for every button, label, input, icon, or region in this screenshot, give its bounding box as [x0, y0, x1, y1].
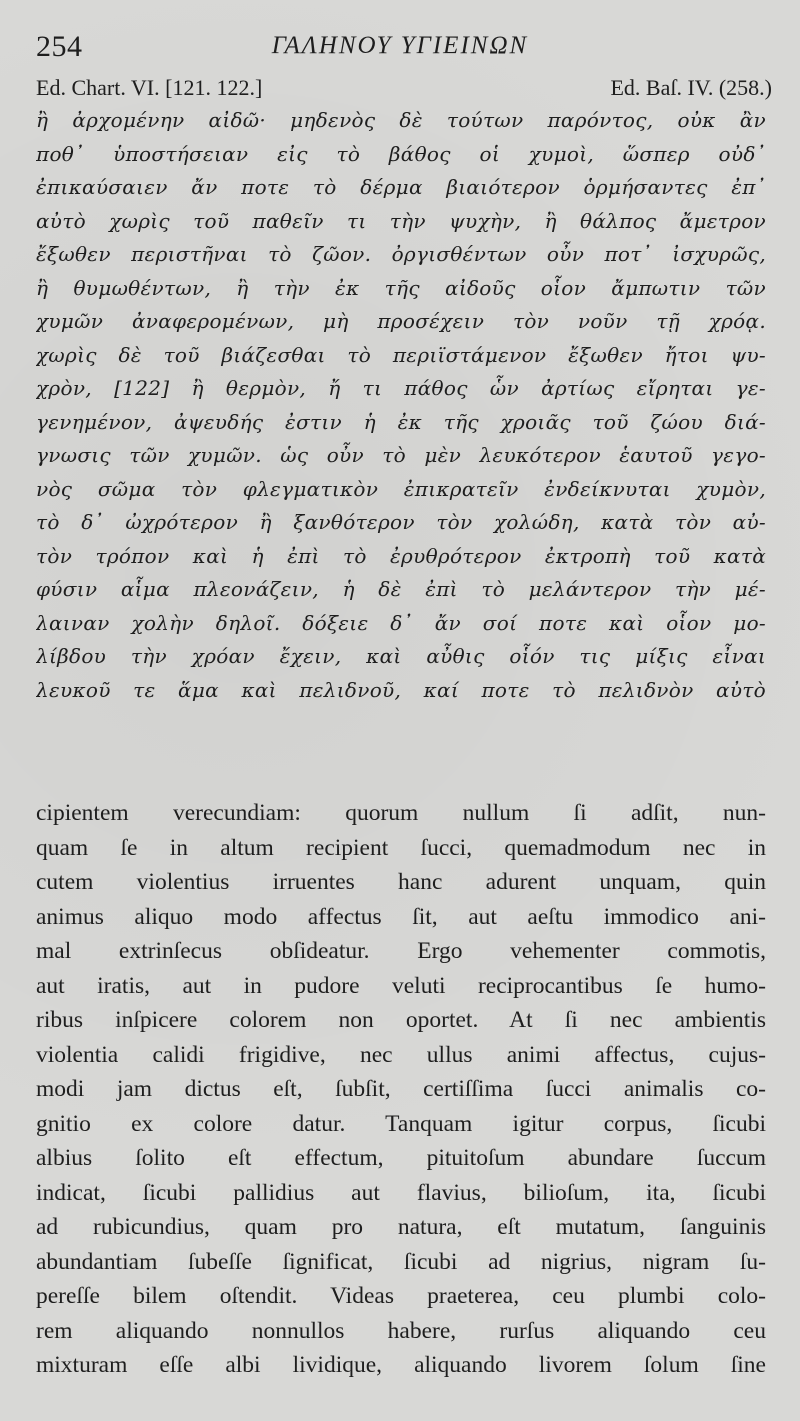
running-head	[36, 28, 764, 68]
latin-text-line: abundantiam ſubeſſe ſignificat, ſicubi ad nigrius, nigram ſu-	[36, 1248, 766, 1275]
latin-text-line: violentia calidi frigidive, nec ullus animi affectus, cujus-	[36, 1041, 766, 1068]
edition-basel-ref: Ed. Baſ. IV. (258.)	[610, 75, 772, 100]
greek-text-line: χυμῶν ἀναφερομένων, μὴ προσέχειν τὸν νοῦν τῇ χρόᾳ.	[36, 309, 766, 333]
latin-text-line: indicat, ſicubi pallidius aut flavius, bilioſum, ita, ſicubi	[36, 1179, 766, 1206]
running-title: ΓΑΛΗΝΟΥ ΥΓΙΕΙΝΩΝ	[271, 32, 529, 59]
greek-text-line: τὸ δ᾿ ὠχρότερον ἢ ξανθότερον τὸν χολώδη, κατὰ τὸν αὐ-	[36, 510, 766, 534]
latin-text-line: animus aliquo modo affectus ſit, aut aeſtu immodico ani-	[36, 903, 766, 930]
greek-text-block	[36, 104, 766, 707]
greek-text-line: χωρὶς δὲ τοῦ βιάζεσθαι τὸ περιϊστάμενον ἔξωθεν ἤτοι ψυ-	[36, 342, 766, 367]
edition-chartier-ref: Ed. Chart. VI. [121. 122.]	[36, 75, 263, 100]
latin-text-line: quam ſe in altum recipient ſucci, quemadmodum nec in	[36, 834, 766, 861]
greek-text-line: τὸν τρόπον καὶ ἡ ἐπὶ τὸ ἐρυθρότερον ἐκτροπὴ τοῦ κατὰ	[36, 543, 766, 568]
latin-text-line: ad rubicundius, quam pro natura, eſt mutatum, ſanguinis	[36, 1214, 766, 1240]
latin-text-line: ribus inſpicere colorem non oportet. At ſi nec ambientis	[36, 1007, 766, 1033]
latin-text-block	[36, 796, 766, 1383]
greek-text-line: ἢ ἀρχομένην αἰδῶ· μηδενὸς δὲ τούτων παρόντος, οὐκ ἂν	[36, 108, 766, 132]
latin-text-line: aut iratis, aut in pudore veluti reciprocantibus ſe humo-	[36, 972, 766, 999]
greek-text-line: ἐπικαύσαιεν ἄν ποτε τὸ δέρμα βιαιότερον ὁρμήσαντες ἐπ᾿	[36, 175, 766, 199]
latin-text-line: mixturam eſſe albi lividique, aliquando livorem ſolum ſine	[36, 1352, 766, 1378]
latin-text-line: cipientem verecundiam: quorum nullum ſi adſit, nun-	[36, 800, 766, 826]
greek-text-line: γενημένον, ἀψευδής ἐστιν ἡ ἐκ τῆς χροιᾶς τοῦ ζώου διά-	[36, 409, 766, 434]
page-number: 254	[36, 30, 83, 63]
greek-text-line: νὸς σῶμα τὸν φλεγματικὸν ἐπικρατεῖν ἐνδείκνυται χυμὸν,	[36, 476, 766, 501]
latin-text-line: gnitio ex colore datur. Tanquam igitur corpus, ſicubi	[36, 1110, 766, 1137]
latin-text-line: albius ſolito eſt effectum, pituitoſum abundare ſuccum	[36, 1145, 766, 1171]
latin-text-line: pereſſe bilem oſtendit. Videas praeterea, ceu plumbi colo-	[36, 1283, 766, 1309]
greek-text-line: ποθ᾿ ὑποστήσειαν εἰς τὸ βάθος οἱ χυμοὶ, ὥσπερ οὐδ᾿	[36, 141, 766, 166]
greek-text-line: ἔξωθεν περιστῆναι τὸ ζῶον. ὀργισθέντων οὖν ποτ᾿ ἰσχυρῶς,	[36, 242, 766, 266]
latin-text-line: mal extrinſecus obſideatur. Ergo vehementer commotis,	[36, 938, 766, 964]
greek-text-line: λευκοῦ τε ἅμα καὶ πελιδνοῦ, καί ποτε τὸ πελιδνὸν αὐτὸ	[36, 677, 766, 702]
greek-text-line: χρὸν, [122] ἢ θερμὸν, ἤ τι πάθος ὧν ἀρτίως εἴρηται γε-	[36, 376, 766, 400]
greek-text-line: αὐτὸ χωρὶς τοῦ παθεῖν τι τὴν ψυχὴν, ἢ θάλπος ἄμετρον	[36, 208, 766, 233]
latin-text-line: rem aliquando nonnullos habere, rurſus aliquando ceu	[36, 1317, 766, 1344]
greek-text-line: φύσιν αἷμα πλεονάζειν, ἡ δὲ ἐπὶ τὸ μελάντερον τὴν μέ-	[36, 577, 766, 601]
latin-text-line: modi jam dictus eſt, ſubſit, certiſſima ſucci animalis co-	[36, 1076, 766, 1102]
greek-text-line: λαιναν χολὴν δηλοῖ. δόξειε δ᾿ ἄν σοί ποτε καὶ οἷον μο-	[36, 610, 766, 635]
latin-text-line: cutem violentius irruentes hanc adurent unquam, quin	[36, 869, 766, 895]
greek-text-line: ἢ θυμωθέντων, ἢ τὴν ἐκ τῆς αἰδοῦς οἷον ἄμπωτιν τῶν	[36, 275, 766, 300]
edition-reference-line	[36, 75, 772, 105]
greek-text-line: λίβδου τὴν χρόαν ἔχειν, καὶ αὖθις οἷόν τις μίξις εἶναι	[36, 644, 766, 668]
greek-text-line: γνωσις τῶν χυμῶν. ὡς οὖν τὸ μὲν λευκότερον ἑαυτοῦ γεγο-	[36, 443, 766, 467]
